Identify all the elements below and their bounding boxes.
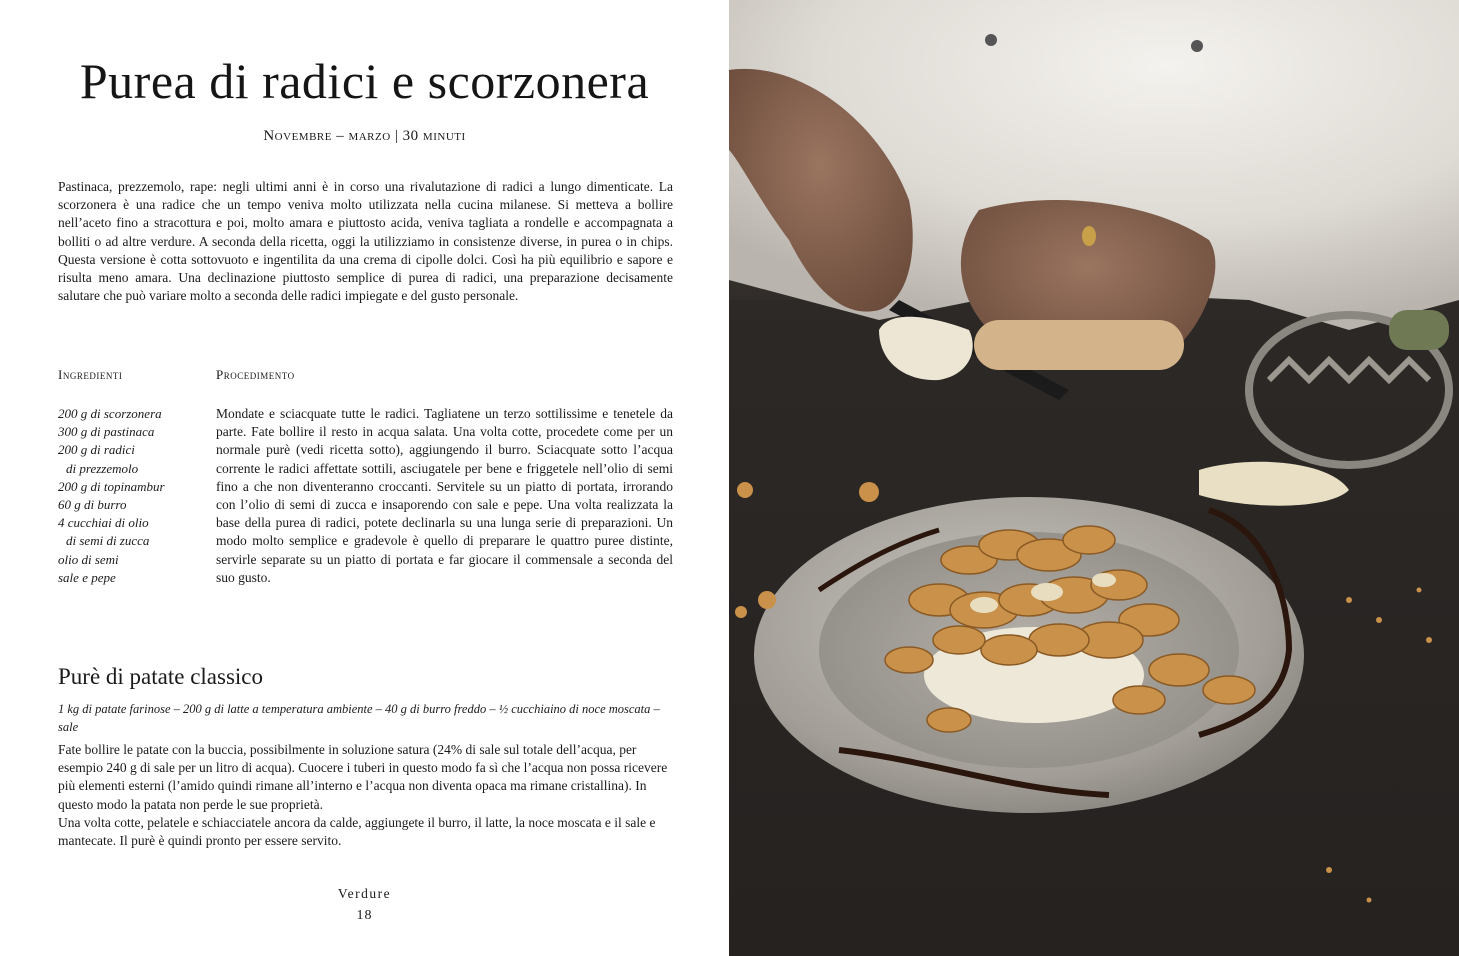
masher-handle <box>1389 310 1449 350</box>
ring-icon <box>1082 226 1096 246</box>
section-ingredients: 1 kg di patate farinose – 200 g di latte a temperatura ambiente – 40 g di burro freddo – ½ cucchiaino di noce moscata – sale <box>58 702 660 735</box>
recipe-subtitle: Novembre – marzo | 30 minuti <box>263 128 466 144</box>
text-page <box>0 0 729 956</box>
photo-illustration <box>729 0 1459 956</box>
ingredient-item: 4 cucchiai di olio <box>58 515 149 531</box>
section-paragraph: Una volta cotte, pelatele e schiacciatele ancora da calde, aggiungete il burro, il latte, la noce moscata e il sale e mantecate. Il purè è quindi pronto per essere servito. <box>58 814 656 849</box>
jacket-button <box>1191 40 1203 52</box>
procedure-heading: Procedimento <box>216 367 295 382</box>
ingredient-item: 300 g di pastinaca <box>58 424 155 440</box>
ingredient-item: sale e pepe <box>58 569 116 585</box>
section-title: Purè di patate classico <box>58 664 264 689</box>
intro-paragraph: Pastinaca, prezzemolo, rape: negli ultimi anni è in corso una rivalutazione di radici a lungo dimenticate. La scorzonera è una radice che un tempo veniva molto utilizzata nella cucina milanese. Si metteva a bollire nell’aceto fino a stracottura e poi, molto amara e piuttosto acida, veniva tagliata a rondelle e accompagnata a bolliti o ad altre verdure. A seconda della ricetta, oggi la utilizziamo in consistenze diverse, in purea o in chips. Questa versione è cotta sottovuoto e ingentilita da una crema di cipolle dolci. Così ha più equilibrio e sapore e risulta meno amara. Una declinazione piuttosto semplice di purea di radici, una preparazione decisamente salutare che può variare molto a seconda delle radici impiegate e del gusto personale. <box>58 179 673 304</box>
ingredient-item: di prezzemolo <box>66 460 139 476</box>
root-piece <box>974 320 1184 370</box>
section-body <box>58 741 673 850</box>
ingredients-list <box>58 405 208 587</box>
running-footer: Verdure <box>337 886 392 901</box>
ingredient-item: di semi di zucca <box>66 533 150 549</box>
recipe-title: Purea di radici e scorzonera <box>79 53 650 109</box>
section-paragraph: Fate bollire le patate con la buccia, possibilmente in soluzione satura (24% di sale sul totale dell’acqua, per esempio 240 g di sale per un litro di acqua). Cuocere i tuberi in questo modo fa sì che l’acqua non possa ricevere più elementi esterni (l’amido quindi rimane all’interno e l’acqua non diventa opaca ma rimane cristallina). In questo modo la patata non perde le sue proprietà. <box>58 742 668 812</box>
ingredient-item: 200 g di topinambur <box>58 478 165 494</box>
procedure-paragraph: Mondate e sciacquate tutte le radici. Tagliatene un terzo sottilissime e tenetele da parte. Fate bollire il resto in acqua salata. Una volta cotte, procedete come per un normale purè (vedi ricetta sotto), aggiungendo il burro. Sciacquate sotto l’acqua corrente le radici affettate sottili, asciugatele per bene e friggetele nell’olio di semi fino a che non diventeranno croccanti. Servitele su un piatto di portata, irrorando con l’olio di semi di zucca e insaporendo con sale e pepe. Una volta realizzata la base della purea di radici, potete declinarla su una lunga serie di preparazioni. Un modo molto semplice e gradevole è quello di preparare le quattro puree distinte, servirle separate su un piatto di portata e far giocare il commensale a seconda del suo gusto. <box>216 406 673 585</box>
page-number: 18 <box>356 908 373 923</box>
jacket-button <box>985 34 997 46</box>
ingredient-item: 60 g di burro <box>58 497 127 513</box>
food-photo <box>729 0 1459 956</box>
ingredient-item: 200 g di scorzonera <box>58 406 162 421</box>
ingredients-heading: Ingredienti <box>58 367 123 382</box>
ingredient-item: olio di semi <box>58 551 119 567</box>
ingredient-item: 200 g di radici <box>58 442 135 458</box>
